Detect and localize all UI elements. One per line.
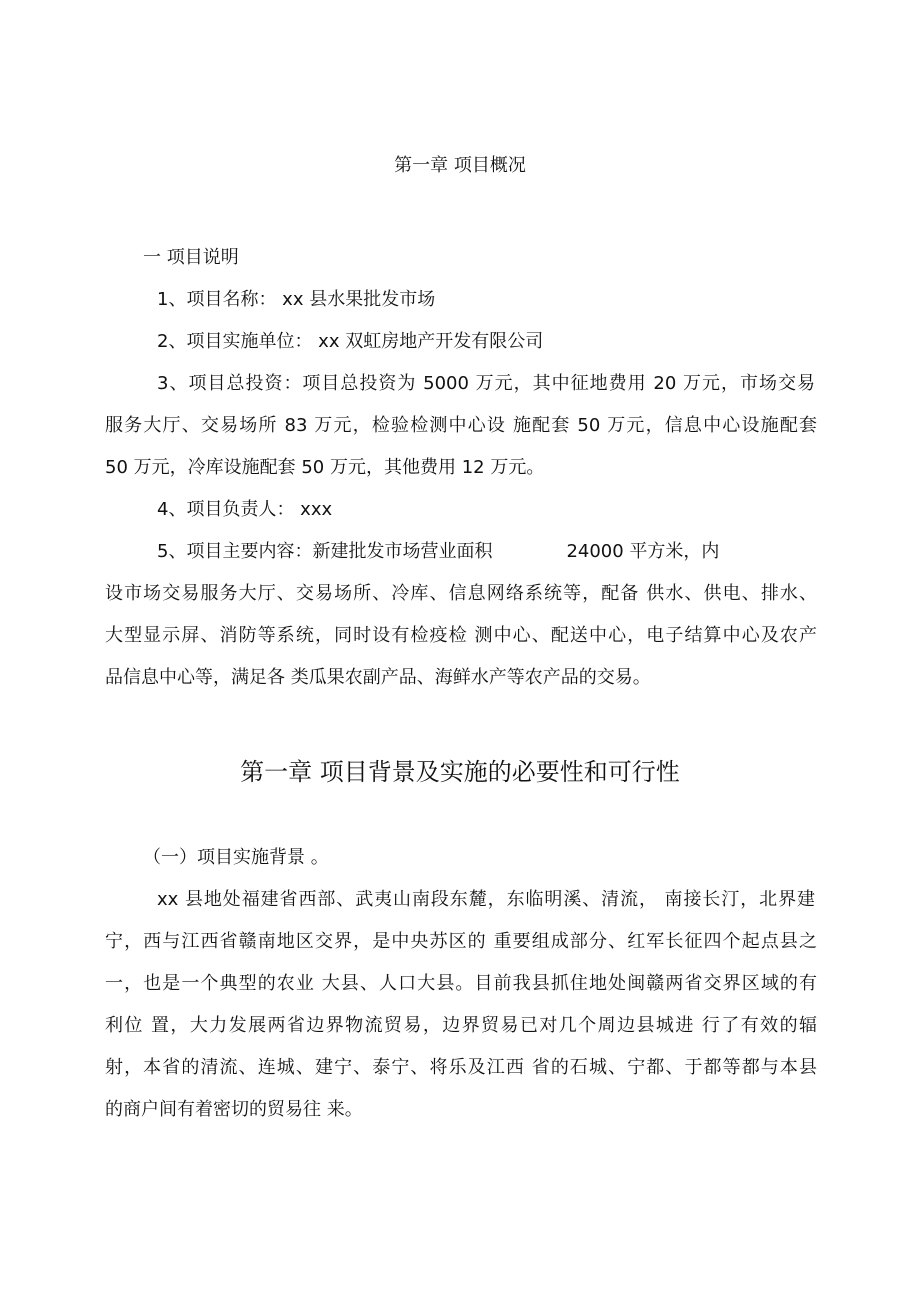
item-content-line-1 xyxy=(157,540,869,564)
item-project-leader: 4、项目负责人： xxx xyxy=(157,499,333,520)
background-line-1: xx 县地处福建省西部、武夷山南段东麓，东临明溪、清流， 南接长汀，北界建 xyxy=(157,889,815,910)
chapter-2-title: 第一章 项目背景及实施的必要性和可行性 xyxy=(240,758,680,786)
item-investment-line-3: 50 万元，冷库设施配套 50 万元，其他费用 12 万元。 xyxy=(105,457,545,478)
item-content-line-1b: 24000 平方米，内 xyxy=(566,541,720,562)
item-content-line-2: 设市场交易服务大厅、交易场所、冷库、信息网络系统等，配备 供水、供电、排水、 xyxy=(105,583,817,604)
background-line-6: 的商户间有着密切的贸易往 来。 xyxy=(105,1099,363,1120)
subsection-heading: （一）项目实施背景 。 xyxy=(143,847,329,868)
item-content-line-4: 品信息中心等，满足各 类瓜果农副产品、海鲜水产等农产品的交易。 xyxy=(105,667,651,688)
background-line-2: 宁，西与江西省赣南地区交界，是中央苏区的 重要组成部分、红军长征四个起点县之 xyxy=(105,931,817,952)
item-content-line-3: 大型显示屏、消防等系统，同时设有检疫检 测中心、配送中心，电子结算中心及农产 xyxy=(105,625,817,646)
background-line-5: 射，本省的清流、连城、建宁、泰宁、将乐及江西 省的石城、宁都、于都等都与本县 xyxy=(105,1057,817,1078)
background-line-4: 利位 置，大力发展两省边界物流贸易，边界贸易已对几个周边县城进 行了有效的辐 xyxy=(105,1015,817,1036)
item-investment-line-1: 3、项目总投资：项目总投资为 5000 万元，其中征地费用 20 万元，市场交易 xyxy=(157,373,815,394)
chapter-title: 第一章 项目概况 xyxy=(394,155,526,176)
item-implementing-unit: 2、项目实施单位： xx 双虹房地产开发有限公司 xyxy=(157,331,544,352)
item-investment-line-2: 服务大厅、交易场所 83 万元，检验检测中心设 施配套 50 万元，信息中心设施配套 xyxy=(105,415,817,436)
item-project-name: 1、项目名称： xx 县水果批发市场 xyxy=(157,289,436,310)
item-content-line-1a: 5、项目主要内容：新建批发市场营业面积 xyxy=(157,541,493,562)
section-heading: 一 项目说明 xyxy=(143,247,239,268)
background-line-3: 一，也是一个典型的农业 大县、人口大县。目前我县抓住地处闽赣两省交界区域的有 xyxy=(105,973,817,994)
